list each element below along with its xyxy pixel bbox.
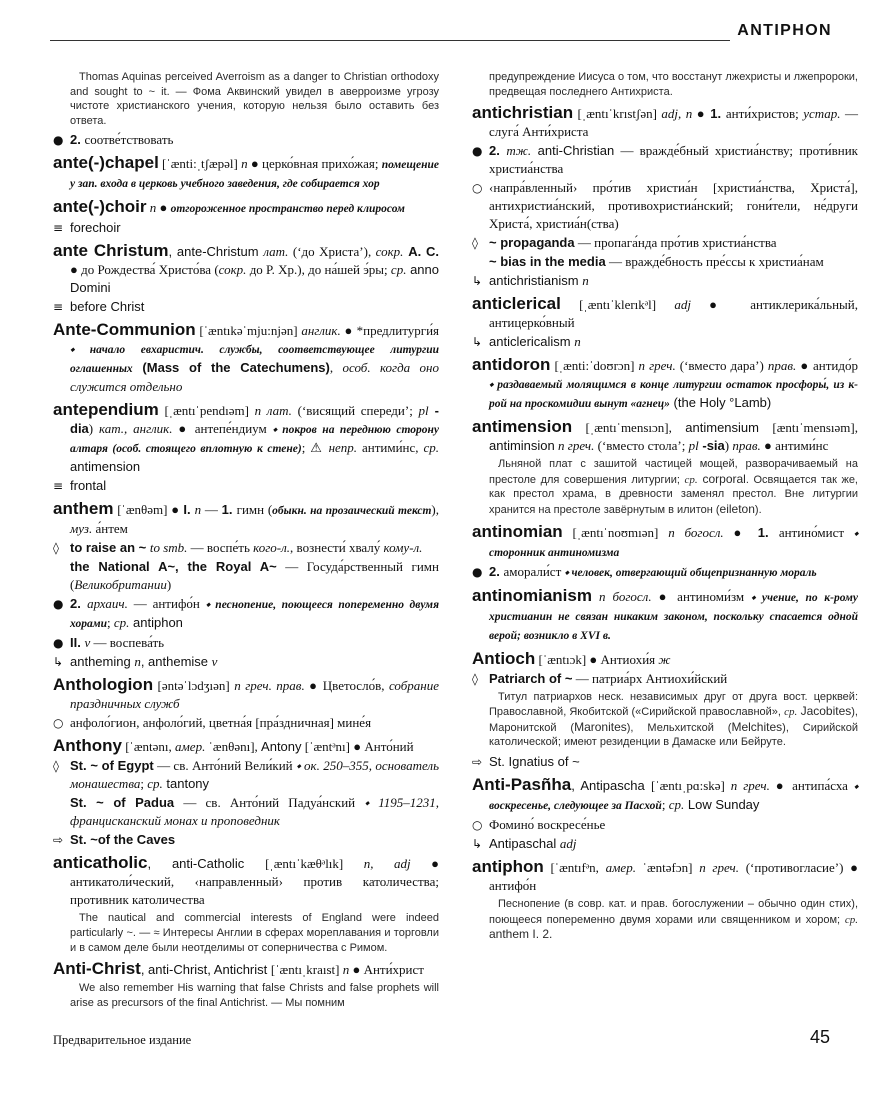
headword: anticatholic	[53, 853, 148, 873]
dictionary-entry	[472, 650, 858, 669]
text-run: анфоло́гион, анфоло́гий, цветна́я [пра́здничная] мине́я	[70, 715, 372, 731]
text-run: помещение у зап. входа в церковь учебного заведения, где собирается хор	[70, 159, 439, 191]
diamond-icon: ◊	[53, 759, 59, 774]
text-run: n лат.	[254, 403, 292, 419]
text-run: ‹напра́вленный› про́тив христиа́н [христиа́нства, Христа́], антихристиа́нский, противохристиа́нский; гони́тели, не́други Христа́, христиа́н(ства)	[489, 180, 858, 232]
dictionary-entry	[53, 676, 439, 713]
dictionary-entry	[472, 356, 858, 413]
text-run: Jacobites	[797, 704, 852, 719]
usage-example	[472, 690, 858, 750]
text-run: [ˈæntıfᵊn,	[543, 859, 606, 875]
header-rule	[50, 40, 730, 41]
dictionary-subsense	[53, 558, 439, 594]
dictionary-subsense	[53, 794, 439, 830]
text-run: ;	[107, 615, 114, 631]
text-run: прав.	[767, 358, 797, 374]
text-run: ср.	[113, 615, 130, 631]
text-run: ~ propaganda	[489, 235, 575, 251]
text-run: ),	[431, 502, 439, 518]
derivative-icon: ↳	[472, 836, 483, 851]
text-run: антино́мист	[778, 524, 854, 540]
text-run: Фомино́ воскресе́нье	[489, 816, 606, 832]
derivative-icon: ↳	[472, 335, 483, 350]
text-run: ср.	[147, 776, 163, 792]
text-run: , вознести́ хвалу́	[290, 540, 384, 556]
dictionary-sense	[472, 753, 858, 771]
text-run: St. ~ of Padua	[70, 795, 175, 811]
dictionary-sense	[53, 539, 439, 557]
text-run: — патриа́рх Антиохи́йский	[572, 670, 728, 686]
text-run: n греч.	[638, 358, 676, 374]
text-run: 2.	[70, 132, 85, 148]
dictionary-sense	[53, 757, 439, 793]
text-run: ,	[329, 360, 343, 376]
text-run: [ˈæntᵊnı] ● Анто́ний	[301, 739, 414, 755]
derivative-icon: ↳	[53, 655, 64, 670]
page-header	[50, 18, 832, 58]
headword: Anthony	[53, 736, 122, 756]
text-run: , anthemise	[140, 654, 212, 670]
text-run: n	[342, 962, 350, 978]
text-run: — антифо́н	[127, 596, 206, 612]
text-run: Льняной плат с зашитой частицей мощей, разворачиваемый на престоле для совершения литургии;	[489, 458, 858, 486]
text-run: ⬩ воскресенье, следующее за Пасхой	[489, 780, 858, 812]
text-run: n, adj	[363, 856, 411, 872]
text-run: ⬩ покров на переднюю сторону алтаря (особ. стоящего вплотную к стене)	[70, 424, 439, 456]
page-footer	[53, 1027, 830, 1068]
headword: antiphon	[472, 856, 544, 876]
headword: antichristian	[472, 103, 574, 123]
dictionary-subsense	[472, 253, 858, 271]
text-run: ~ bias in the media	[489, 254, 606, 270]
text-run: а́нтем	[92, 521, 128, 537]
usage-example	[472, 70, 858, 99]
see-also-arrow-icon: ⇨	[53, 833, 64, 848]
text-run: , Antipascha	[571, 777, 651, 793]
text-run: -sia	[698, 438, 725, 454]
text-run: (Mass of the Catechumens)	[132, 360, 330, 376]
text-run: )	[724, 438, 733, 454]
dictionary-entry	[53, 500, 439, 538]
headword: anthem	[53, 499, 114, 519]
text-run: Melchites	[731, 719, 783, 734]
headword: Ante-Communion	[53, 320, 196, 340]
text-run: Thomas Aquinas perceived Averroism as a danger to Christian orthodoxy and sought to ~ it. — Фома Аквинский увидел в аверроизме угрозу чистоте христианского учения, которую нельзя было оставить без ответа.	[70, 71, 439, 127]
text-run: to raise an ~	[70, 540, 150, 556]
text-run: 1.	[221, 502, 237, 518]
text-run: ˈæntəfɔn]	[635, 859, 700, 875]
text-run: прав.	[732, 438, 761, 454]
text-run: (‘вместо дара’)	[675, 358, 768, 374]
text-run: ), Мельхитской (	[626, 721, 732, 734]
text-run: We also remember His warning that false Christs and false prophets will arise as precursors of the final Antichrist. — Мы помним	[70, 982, 439, 1009]
derivative-icon: ↳	[472, 274, 483, 289]
text-run: St. Ignatius of ~	[489, 753, 580, 769]
dictionary-entry	[53, 960, 439, 979]
text-run: антими́нс,	[357, 440, 424, 456]
text-run: архаич.	[87, 596, 128, 612]
text-run: [ˌæntıˈmensıɔn],	[572, 420, 686, 436]
text-run: ⬩ раздаваемый молящимся в конце литургии остаток просфоры́, из к-рой на проскомидии вынут «агнец»	[489, 379, 858, 411]
dictionary-entry	[53, 321, 439, 396]
headword: antependium	[53, 400, 159, 420]
bullet-icon: ●	[472, 144, 483, 159]
text-run: — слуга́ Анти́христа	[489, 106, 858, 140]
text-run: )	[88, 421, 99, 437]
text-run: antimensium	[685, 420, 759, 436]
dictionary-entry	[53, 737, 439, 756]
text-run: [ˈæntıkəˈmju:njən]	[195, 323, 302, 339]
text-run: — воспе́ть	[187, 540, 254, 556]
text-run: Low Sunday	[684, 796, 760, 812]
text-run: ● антиклерика́льный, антицерко́вный	[489, 297, 858, 331]
usage-example	[53, 70, 439, 128]
text-run: 1.	[710, 106, 726, 122]
headword: antimension	[472, 417, 573, 437]
dictionary-sense	[472, 563, 858, 582]
text-run: corporal	[697, 471, 746, 486]
text-run: до Р. Хр.), до на́шей э́ры;	[246, 262, 391, 278]
text-run: [ˌæntıˈkrıstʃən]	[573, 106, 662, 122]
synonym-icon: ≡	[53, 479, 64, 494]
circle-icon: ○	[472, 817, 483, 832]
dictionary-sense	[53, 477, 439, 495]
text-run: v	[84, 635, 91, 651]
text-run: ⬩ ок. 250–355, основатель монашества	[70, 758, 440, 792]
text-run: ●	[159, 200, 171, 216]
dictionary-sense	[472, 816, 858, 834]
text-run: The nautical and commercial interests of England were indeed particularly ~. — ≈ Интересы Англии в сферах мореплавания и торговли и в самом деле были неотделимы от соперничества с Римом.	[70, 912, 439, 954]
text-run: ●	[723, 524, 758, 540]
headword: ante(-)choir	[53, 197, 147, 217]
text-run: отгороженное пространство перед клиросом	[170, 203, 405, 216]
text-run: A. C.	[403, 244, 440, 260]
text-run: Великобритании	[74, 577, 167, 593]
text-run: n богосл.	[591, 588, 652, 604]
diamond-icon: ◊	[472, 236, 478, 251]
text-run: 2.	[489, 563, 504, 579]
text-run: n	[582, 273, 589, 289]
dictionary-entry	[472, 295, 858, 332]
text-run: Antony	[261, 739, 302, 755]
text-run: амер.	[605, 859, 636, 875]
text-run: ;	[661, 796, 669, 812]
text-run: — вражде́бность пре́ссы к христиа́нам	[605, 254, 824, 270]
text-run: , anti-Christ, Antichrist	[140, 962, 271, 978]
text-run: I.	[183, 502, 195, 518]
running-head: ANTIPHON	[737, 22, 832, 39]
text-run: Песнопение (в совр. кат. и прав. богослужении – обычно один стих), поющееся попеременно двумя хорами или священником и хором;	[489, 897, 858, 926]
dictionary-sense	[53, 714, 439, 732]
text-run: pl	[418, 403, 429, 419]
text-run: [ˌæntıˈpendıəm]	[158, 403, 255, 419]
text-run: Patriarch of ~	[489, 670, 573, 686]
text-run: 1.	[757, 524, 779, 540]
headword: ante(-)chapel	[53, 153, 159, 173]
dictionary-entry	[53, 854, 439, 909]
text-run: ), Маронитской (	[489, 706, 858, 734]
text-run: antichristianism	[489, 273, 583, 289]
text-run: [ˌæntıˈklerıkᵊl]	[560, 297, 675, 313]
text-run: Antipaschal	[489, 835, 560, 851]
text-run: the National A~, the Royal A~	[70, 559, 277, 575]
text-run: n греч. прав.	[234, 678, 305, 694]
text-run: [ˈænθəm] ●	[113, 502, 184, 518]
text-run: (‘до Христа’),	[288, 244, 376, 260]
text-run: ● антиноми́зм	[651, 588, 752, 604]
text-run: adj	[559, 835, 577, 851]
headword: antinomian	[472, 521, 563, 541]
text-run: сокр.	[218, 262, 247, 278]
left-column	[53, 68, 439, 1013]
text-run: лат.	[263, 244, 289, 260]
dictionary-entry	[53, 154, 439, 193]
dictionary-sense	[53, 831, 439, 849]
dictionary-entry	[53, 401, 439, 476]
usage-example	[472, 457, 858, 517]
dictionary-sense	[472, 670, 858, 688]
dictionary-entry	[472, 104, 858, 141]
text-run: (the Holy °Lamb)	[669, 395, 772, 411]
text-run: eileton	[719, 501, 755, 516]
text-run: anti-Christian	[531, 143, 615, 159]
text-run: ˈænθənı],	[205, 739, 262, 755]
dictionary-entry	[472, 418, 858, 455]
text-run: ● *предлитурги́я	[340, 323, 440, 339]
text-run: ср.	[684, 473, 698, 486]
text-run: ср.	[423, 440, 439, 456]
text-run: непр.	[328, 440, 358, 456]
headword: ante Christum	[53, 241, 169, 261]
see-also-arrow-icon: ⇨	[472, 754, 483, 769]
columns	[53, 68, 858, 1013]
dictionary-sense	[472, 179, 858, 233]
text-run: ● антипа́сха	[769, 777, 854, 793]
text-run: to smb.	[149, 540, 188, 556]
text-run: соотве́тствовать	[84, 132, 174, 148]
dictionary-sense	[472, 835, 858, 853]
text-run: сокр.	[375, 244, 404, 260]
text-run: — св. Анто́ний Падуа́нский	[174, 795, 365, 811]
text-run: 2.	[489, 143, 507, 159]
text-run: ● антими́нс	[760, 438, 829, 454]
dictionary-entry	[53, 242, 439, 297]
text-run: ⬩ начало евхаристич. службы, соответствующее литургии оглашенных	[70, 344, 439, 376]
text-run: ● антикатоли́ческий, ‹направленный› против католичества; противник католичества	[70, 856, 439, 908]
dictionary-sense	[472, 272, 858, 290]
dictionary-sense	[53, 595, 439, 633]
text-run: n	[194, 502, 202, 518]
text-run: n	[134, 654, 141, 670]
headword: Anti-Pasñha	[472, 774, 572, 794]
text-run: ), Сирийской католической; имеют резиденции в Дамаске или Бейруте.	[489, 721, 858, 749]
footer-edition-label: Предварительное издание	[53, 1033, 192, 1048]
text-run: Титул патриархов неск. независимых друг от друга вост. церквей: Православной, Якобитской («Сирийской православной»,	[489, 690, 858, 719]
text-run: antimension	[70, 459, 141, 475]
text-run: (‘противогласие’) ● антифо́н	[489, 859, 858, 893]
text-run: [ˌæntıˈnoʊmıən]	[562, 524, 669, 540]
circle-icon: ○	[472, 181, 483, 196]
text-run: Maronites	[574, 719, 627, 734]
text-run: forechoir	[70, 220, 121, 236]
text-run: устар.	[803, 106, 841, 122]
headword: Antioch	[472, 648, 536, 668]
text-run: II.	[70, 635, 85, 651]
circle-icon: ○	[53, 716, 64, 731]
usage-example	[53, 981, 439, 1010]
text-run: обыкн. на прозаический текст	[272, 505, 432, 518]
dictionary-sense	[53, 653, 439, 671]
dictionary-sense	[472, 142, 858, 178]
text-run: [ˌæntıˈkæθᵊlık]	[265, 856, 364, 872]
text-run: ● антепе́ндиум	[172, 421, 273, 437]
text-run: St. ~ of Egypt	[70, 758, 154, 774]
dictionary-entry	[53, 198, 439, 218]
text-run: анти́христов;	[725, 106, 804, 122]
bullet-icon: ●	[53, 133, 64, 148]
diamond-icon: ◊	[53, 541, 59, 556]
text-run: [ˈæntıˌkraıst]	[270, 962, 343, 978]
text-run: n греч.	[554, 438, 595, 454]
dictionary-sense	[472, 333, 858, 351]
text-run: v	[211, 654, 218, 670]
text-run: adj, n	[661, 106, 693, 122]
text-run: ср.	[784, 706, 798, 719]
text-run: n	[146, 200, 160, 216]
text-run: ср.	[668, 796, 685, 812]
text-run: adj	[674, 297, 691, 313]
bullet-icon: ●	[53, 636, 64, 651]
text-run: собрание праздничных служб	[70, 678, 439, 712]
text-run: ●	[692, 106, 711, 122]
text-run: аморали́ст	[503, 563, 565, 579]
text-run: antheming	[70, 654, 135, 670]
dictionary-entry	[472, 523, 858, 562]
dictionary-sense	[53, 131, 439, 149]
dictionary-sense	[53, 634, 439, 652]
text-run: ;	[140, 776, 148, 792]
text-run: — пропага́нда про́тив христиа́нства	[574, 235, 777, 251]
text-run: (‘висящий спереди’;	[291, 403, 419, 419]
text-run: ● церко́вная прихо́жая;	[247, 156, 382, 172]
text-run: [ˌænti:ˈdoʊrɔn]	[550, 358, 639, 374]
text-run: pl	[688, 438, 699, 454]
dictionary-sense	[472, 234, 858, 252]
dictionary-sense	[53, 298, 439, 316]
text-run: муз.	[70, 521, 93, 537]
text-run: . Освящается так же, как престол храма, в древности заменял престол. Вне литургии хранится на престоле завёрнутым в илитон (	[489, 473, 858, 516]
text-run: )	[166, 577, 172, 593]
headword: Anthologion	[53, 675, 154, 695]
usage-example	[53, 911, 439, 955]
text-run: antiminsion	[489, 438, 555, 454]
headword: antidoron	[472, 355, 551, 375]
text-run: — Госуда́рственный гимн (	[70, 559, 439, 593]
text-run: гимн (	[236, 502, 273, 518]
dictionary-sense	[53, 219, 439, 237]
dictionary-entry	[472, 858, 858, 895]
text-run: [ˈæntıˌpɑ:skə]	[650, 777, 731, 793]
text-run: ● антидо́р	[796, 358, 858, 374]
text-run: [æntıˈmensıəm],	[758, 420, 858, 436]
text-run: n греч.	[699, 859, 740, 875]
text-run: кого-л.	[253, 540, 291, 556]
text-run: tantony	[162, 776, 210, 792]
text-run: antiphon	[129, 615, 183, 631]
text-run: англик.	[301, 323, 341, 339]
text-run: n	[241, 156, 248, 172]
text-run: St. ~of the Caves	[70, 832, 176, 848]
text-run: n богосл.	[668, 524, 724, 540]
text-run: кому-л.	[383, 540, 423, 556]
headword: anticlerical	[472, 294, 561, 314]
text-run: ср.	[390, 262, 407, 278]
text-run: 2.	[70, 596, 88, 612]
text-run: особ. когда оно служится отдельно	[70, 360, 440, 395]
diamond-icon: ◊	[472, 671, 478, 686]
text-run: тж.	[506, 143, 532, 159]
text-run: , anti-Catholic	[147, 856, 266, 872]
text-run: —	[201, 502, 222, 518]
text-run: — вражде́бный христиа́нству; проти́вник христиа́нства	[489, 143, 858, 177]
dictionary-entry	[472, 587, 858, 645]
page-number: 45	[809, 1027, 830, 1048]
text-run: ● Анти́христ	[349, 962, 424, 978]
text-run: ● Цветосло́в,	[304, 678, 389, 694]
text-run: ● до Рождества́ Христо́ва (	[70, 262, 219, 278]
text-run: ⬩ 1195–1231, францисканский монах и проповедник	[70, 795, 440, 829]
text-run: frontal	[70, 478, 107, 494]
text-run: [ˈæntıɔk] ● Антиохи́я	[535, 651, 659, 667]
text-run: , ante-Christum	[168, 244, 264, 260]
text-run: ; ⚠	[301, 440, 329, 456]
bullet-icon: ●	[53, 597, 64, 612]
headword: Anti-Christ	[53, 959, 141, 979]
text-run: — воспева́ть	[90, 635, 165, 651]
text-run: [ˈæntənı,	[121, 739, 176, 755]
text-run: амер.	[175, 739, 206, 755]
text-run: -dia	[70, 403, 439, 437]
text-run: ж	[658, 651, 671, 667]
text-run: ⬩ сторонник антиномизма	[489, 527, 858, 559]
text-run: n греч.	[730, 777, 770, 793]
text-run: [ˈænti:ˌtʃæpəl]	[158, 156, 242, 172]
dictionary-entry	[472, 776, 858, 815]
text-run: кат., англик.	[99, 421, 173, 437]
text-run: anticlericalism	[489, 334, 575, 350]
right-column	[472, 68, 858, 946]
text-run: ).	[754, 503, 762, 516]
text-run: anthem I. 2.	[489, 927, 553, 942]
text-run: (‘вместо стола’;	[594, 438, 689, 454]
synonym-icon: ≡	[53, 300, 64, 315]
text-run: [əntəˈlɔdʒıən]	[153, 678, 235, 694]
text-run: n	[574, 334, 581, 350]
synonym-icon: ≡	[53, 221, 64, 236]
text-run: anno Domini	[70, 262, 439, 296]
text-run: — св. Анто́ний Вели́кий	[153, 758, 296, 774]
bullet-icon: ●	[472, 564, 483, 579]
text-run: ⬩ человек, отвергающий общепризнанную мораль	[564, 566, 817, 579]
usage-example	[472, 897, 858, 943]
text-run: ср.	[844, 913, 858, 926]
text-run: предупреждение Иисуса о том, что восстанут лжехристы и лжепророки, предвещая последнего Антихриста.	[489, 71, 858, 98]
headword: antinomianism	[472, 585, 592, 605]
text-run: before Christ	[70, 299, 145, 315]
text-run: ⬩ учение, по к-рому христианин не связан никаким законом, поскольку спасается одной верой; возникло в XVI в.	[489, 591, 858, 642]
text-run: ⬩ песнопение, поющееся попеременно двумя хорами	[70, 599, 439, 631]
